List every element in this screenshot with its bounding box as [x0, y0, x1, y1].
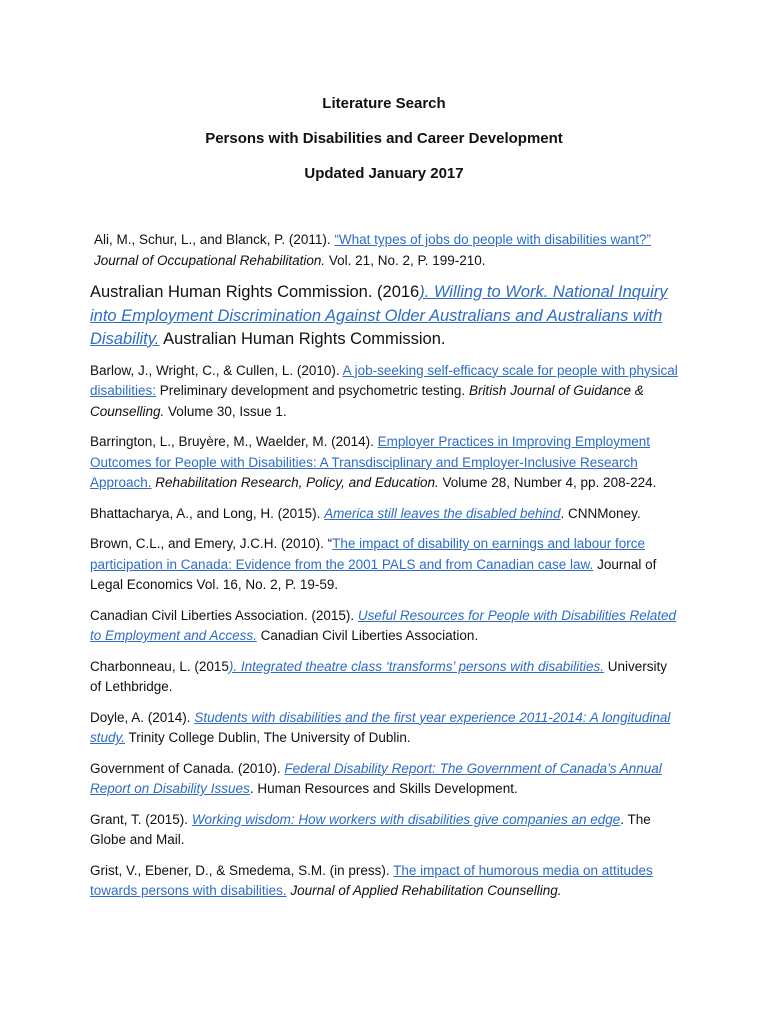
reference-link[interactable]: Useful Resources for People with Disabilities Related to Employment and Access.: [90, 607, 677, 643]
reference-item: [90, 861, 682, 902]
document-subtitle: Persons with Disabilities and Career Development: [205, 130, 563, 147]
reference-list: [90, 230, 682, 912]
reference-authors: Doyle, A. (2014).: [90, 709, 195, 725]
reference-journal: British Journal of Guidance & Counselling.: [90, 383, 644, 419]
reference-details: Trinity College Dublin, The University of Dublin.: [125, 730, 411, 745]
reference-item: [90, 504, 682, 525]
reference-link[interactable]: Working wisdom: How workers with disabilities give companies an edge: [191, 811, 621, 827]
reference-authors: Grist, V., Ebener, D., & Smedema, S.M. (in press).: [90, 862, 394, 878]
reference-journal: Journal of Applied Rehabilitation Counselling.: [286, 883, 562, 898]
reference-link[interactable]: Students with disabilities and the first year experience 2011-2014: A longitudinal study.: [90, 709, 671, 745]
reference-details: Vol. 21, No. 2, P. 199-210.: [325, 252, 486, 268]
reference-link[interactable]: The impact of humorous media on attitudes towards persons with disabilities.: [90, 862, 653, 898]
reference-link[interactable]: A job-seeking self-efficacy scale for people with physical disabilities:: [90, 362, 678, 398]
reference-link[interactable]: ). Integrated theatre class ‘transforms’ persons with disabilities.: [228, 658, 605, 674]
reference-authors: Ali, M., Schur, L., and Blanck, P. (2011).: [94, 232, 335, 247]
reference-item: [90, 657, 682, 698]
reference-details: Journal of Legal Economics Vol. 16, No. 2, P. 19-59.: [90, 556, 657, 592]
reference-details: . Human Resources and Skills Development.: [249, 781, 518, 796]
reference-link[interactable]: America still leaves the disabled behind: [324, 505, 561, 521]
reference-authors: Government of Canada. (2010).: [90, 760, 285, 776]
reference-authors: Canadian Civil Liberties Association. (2015).: [90, 607, 358, 623]
reference-journal: Rehabilitation Research, Policy, and Education.: [151, 475, 439, 490]
reference-journal: Journal of Occupational Rehabilitation.: [94, 252, 326, 268]
reference-details: . The Globe and Mail.: [90, 811, 651, 847]
reference-authors: Australian Human Rights Commission. (2016: [90, 283, 420, 301]
reference-link[interactable]: The impact of disability on earnings and labour force participation in Canada: Evidence from the 2001 PALS and from Canadian case law.: [90, 536, 646, 572]
reference-details: Volume 30, Issue 1.: [164, 403, 287, 419]
reference-item: [90, 432, 682, 494]
reference-item: [90, 759, 682, 800]
reference-authors: Brown, C.L., and Emery, J.C.H. (2010). “: [90, 536, 333, 551]
reference-details: University of Lethbridge.: [90, 658, 668, 694]
reference-authors: Bhattacharya, A., and Long, H. (2015).: [90, 505, 325, 521]
reference-item: [90, 606, 682, 647]
reference-link[interactable]: ). Willing to Work. National Inquiry into Employment Discrimination Against Older Australians and Australians with Disability.: [90, 283, 668, 348]
reference-details: Australian Human Rights Commission.: [159, 330, 446, 348]
reference-authors: Grant, T. (2015).: [90, 811, 192, 827]
document-header: [0, 94, 768, 199]
reference-item: [90, 281, 682, 352]
reference-subtitle: Preliminary development and psychometric testing.: [156, 383, 469, 398]
reference-item: [90, 534, 682, 596]
reference-authors: Barlow, J., Wright, C., & Cullen, L. (2010).: [90, 362, 343, 378]
reference-details: . CNNMoney.: [560, 505, 641, 521]
reference-authors: Charbonneau, L. (2015: [90, 658, 229, 674]
reference-details: Canadian Civil Liberties Association.: [256, 628, 479, 643]
reference-link[interactable]: “What types of jobs do people with disabilities want?”: [334, 232, 652, 247]
reference-item: [90, 230, 682, 271]
document-title: Literature Search: [322, 95, 446, 112]
reference-details: Volume 28, Number 4, pp. 208-224.: [438, 475, 657, 490]
reference-link[interactable]: Employer Practices in Improving Employment Outcomes for People with Disabilities: A Transdisciplinary and Employer-Inclusive Research Approach.: [90, 434, 650, 490]
document-updated-date: Updated January 2017: [304, 165, 464, 182]
reference-authors: Barrington, L., Bruyère, M., Waelder, M. (2014).: [90, 434, 378, 449]
reference-link[interactable]: Federal Disability Report: The Government of Canada’s Annual Report on Disability Issues: [90, 760, 662, 796]
reference-item: [90, 361, 682, 423]
reference-item: [90, 810, 682, 851]
reference-item: [90, 708, 682, 749]
